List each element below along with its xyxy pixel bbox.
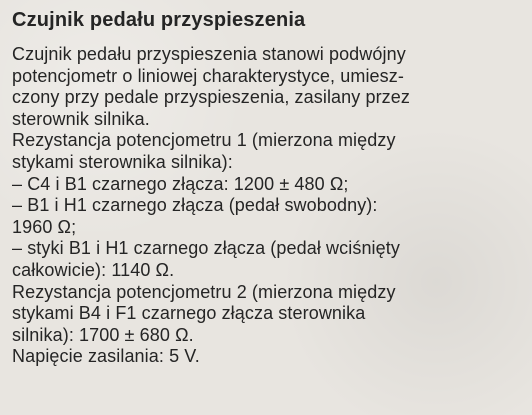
section-title: Czujnik pedału przyspieszenia [12, 9, 306, 31]
body-line: silnika): 1700 ± 680 Ω. [12, 324, 194, 345]
body-line: czony przy pedale przyspieszenia, zasilany przez [12, 87, 410, 108]
body-line: stykami B4 i F1 czarnego złącza sterownika [12, 303, 366, 324]
body-line: Czujnik pedału przyspieszenia stanowi podwójny [12, 44, 406, 64]
body-line: Rezystancja potencjometru 1 (mierzona między [12, 130, 396, 151]
body-line: sterownik silnika. [12, 108, 150, 129]
body-line: – C4 i B1 czarnego złącza: 1200 ± 480 Ω; [12, 173, 349, 194]
body-line: stykami sterownika silnika): [12, 151, 233, 172]
body-text [12, 44, 520, 368]
body-line: 1960 Ω; [12, 216, 77, 237]
body-line: – styki B1 i H1 czarnego złącza (pedał wciśnięty [12, 238, 400, 259]
body-line: Napięcie zasilania: 5 V. [12, 346, 200, 367]
body-line: całkowicie): 1140 Ω. [12, 259, 175, 280]
body-line: potencjometr o liniowej charakterystyce, umiesz- [12, 65, 404, 86]
body-line: – B1 i H1 czarnego złącza (pedał swobodny): [12, 195, 378, 216]
body-line: Rezystancja potencjometru 2 (mierzona między [12, 281, 396, 302]
